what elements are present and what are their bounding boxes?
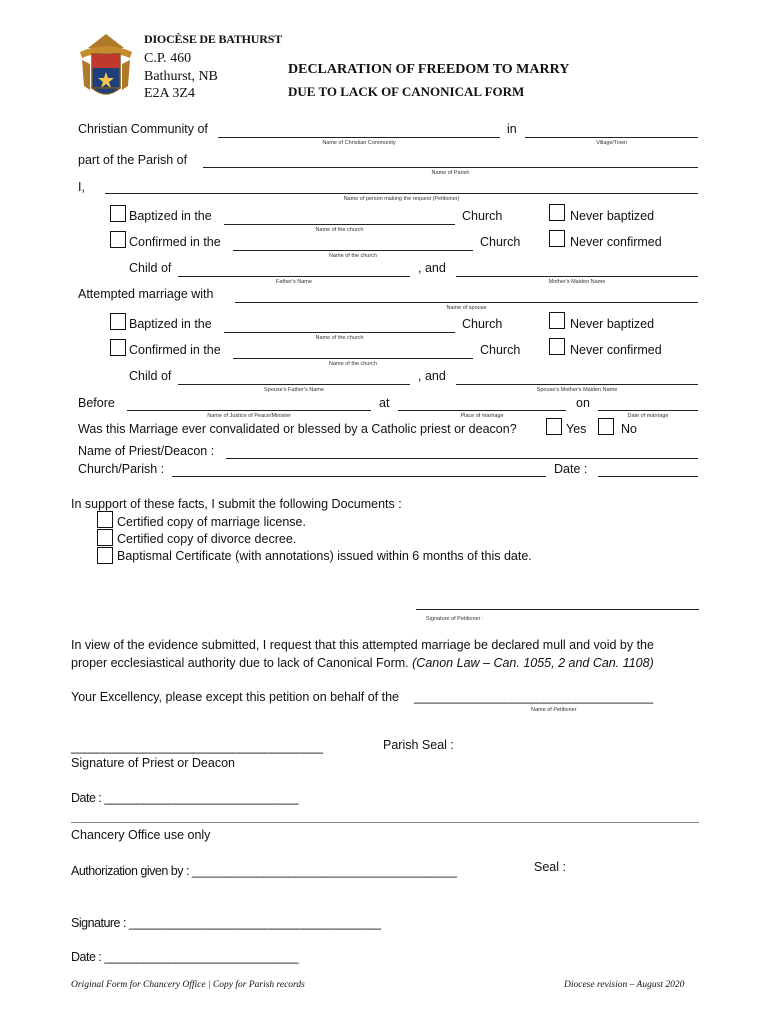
section-divider bbox=[71, 822, 699, 823]
before-label: Before bbox=[78, 396, 115, 410]
spouse-father-name-field[interactable] bbox=[178, 384, 410, 385]
field-caption: Signature of Petitioner : bbox=[426, 616, 484, 622]
no-checkbox[interactable] bbox=[598, 418, 614, 435]
diocese-crest bbox=[78, 30, 134, 102]
spouse-baptized-checkbox[interactable] bbox=[110, 313, 126, 330]
seal-label: Seal : bbox=[534, 860, 566, 874]
baptized-checkbox[interactable] bbox=[110, 205, 126, 222]
church-word: Church bbox=[462, 317, 503, 331]
address-line: Bathurst, NB bbox=[144, 68, 218, 84]
chancery-date-field[interactable]: Date : ______________________________ bbox=[71, 950, 298, 964]
no-label: No bbox=[621, 422, 637, 436]
parish-field[interactable] bbox=[203, 167, 698, 168]
yes-checkbox[interactable] bbox=[546, 418, 562, 435]
field-caption: Father's Name bbox=[276, 279, 312, 285]
child-of-label: Child of bbox=[129, 261, 172, 275]
petitioner-signature-field[interactable] bbox=[416, 609, 699, 610]
footer-left: Original Form for Chancery Office | Copy for Parish records bbox=[71, 980, 305, 990]
spouse-confirmed-checkbox[interactable] bbox=[110, 339, 126, 356]
never-baptized-checkbox[interactable] bbox=[549, 204, 565, 221]
church-parish-field[interactable] bbox=[172, 476, 546, 477]
church-word: Church bbox=[480, 235, 521, 249]
authorization-field[interactable]: Authorization given by : _________________________________________ bbox=[71, 864, 457, 878]
i-label: I, bbox=[78, 180, 85, 194]
footer-right: Diocese revision – August 2020 bbox=[564, 980, 685, 990]
field-caption: Name of person making the request (Petitioner) bbox=[343, 196, 460, 202]
and-label: , and bbox=[418, 261, 446, 275]
confirmed-label: Confirmed in the bbox=[129, 343, 221, 357]
request-text: In view of the evidence submitted, I request that this attempted marriage be declared mull and void by the bbox=[71, 638, 654, 652]
field-caption: Name of the church bbox=[329, 253, 377, 259]
baptism-church-field[interactable] bbox=[224, 224, 455, 225]
canon-law-reference: (Canon Law – Can. 1055, 2 and Can. 1108) bbox=[412, 656, 654, 670]
never-confirmed-label: Never confirmed bbox=[570, 343, 662, 357]
marriage-license-checkbox[interactable] bbox=[97, 511, 113, 528]
field-caption: Name of Petitioner bbox=[531, 707, 577, 713]
priest-name-label: Name of Priest/Deacon : bbox=[78, 444, 215, 458]
field-caption: Spouse's Mother's Maiden Name bbox=[536, 387, 618, 393]
petitioner-name-blank[interactable]: _____________________________________ bbox=[414, 690, 653, 704]
priest-name-field[interactable] bbox=[226, 458, 698, 459]
petitioner-name-field[interactable] bbox=[105, 193, 698, 194]
baptized-label: Baptized in the bbox=[129, 209, 212, 223]
field-caption: Name of spouse bbox=[446, 305, 487, 311]
request-text: proper ecclesiastical authority due to lack of Canonical Form. bbox=[71, 656, 413, 670]
officiant-field[interactable] bbox=[127, 410, 371, 411]
spouse-baptism-church-field[interactable] bbox=[224, 332, 455, 333]
yes-label: Yes bbox=[566, 422, 587, 436]
field-caption: Village/Town bbox=[596, 140, 627, 146]
child-of-label: Child of bbox=[129, 369, 172, 383]
in-label: in bbox=[507, 122, 517, 136]
field-caption: Date of marriage bbox=[627, 413, 669, 419]
priest-signature-blank[interactable]: _______________________________________ bbox=[71, 740, 323, 754]
spouse-name-field[interactable] bbox=[235, 302, 698, 303]
document-item: Baptismal Certificate (with annotations) issued within 6 months of this date. bbox=[117, 549, 532, 563]
village-field[interactable] bbox=[525, 137, 698, 138]
confirmed-label: Confirmed in the bbox=[129, 235, 221, 249]
mother-name-field[interactable] bbox=[456, 276, 698, 277]
never-confirmed-label: Never confirmed bbox=[570, 235, 662, 249]
and-label: , and bbox=[418, 369, 446, 383]
form-title: DECLARATION OF FREEDOM TO MARRY bbox=[288, 62, 570, 77]
parish-seal-label: Parish Seal : bbox=[383, 738, 454, 752]
at-label: at bbox=[379, 396, 390, 410]
address-line: E2A 3Z4 bbox=[144, 86, 195, 101]
confirmed-checkbox[interactable] bbox=[110, 231, 126, 248]
never-baptized-label: Never baptized bbox=[570, 209, 655, 223]
field-caption: Name of the church bbox=[315, 335, 364, 341]
place-of-marriage-field[interactable] bbox=[398, 410, 566, 411]
document-item: Certified copy of divorce decree. bbox=[117, 532, 297, 546]
documents-intro: In support of these facts, I submit the following Documents : bbox=[71, 497, 402, 511]
church-word: Church bbox=[480, 343, 521, 357]
never-confirmed-checkbox[interactable] bbox=[549, 230, 565, 247]
diocese-name: DIOCÈSE DE BATHURST bbox=[144, 32, 283, 46]
baptismal-certificate-checkbox[interactable] bbox=[97, 547, 113, 564]
field-caption: Name of Parish bbox=[431, 170, 470, 176]
spouse-mother-name-field[interactable] bbox=[456, 384, 698, 385]
priest-date-field[interactable]: Date : ______________________________ bbox=[71, 791, 298, 805]
never-baptized-label: Never baptized bbox=[570, 317, 655, 331]
christian-community-field[interactable] bbox=[218, 137, 500, 138]
parish-label: part of the Parish of bbox=[78, 153, 188, 167]
baptized-label: Baptized in the bbox=[129, 317, 212, 331]
chancery-title: Chancery Office use only bbox=[71, 828, 211, 842]
diocese-address bbox=[144, 50, 218, 103]
father-name-field[interactable] bbox=[178, 276, 410, 277]
field-caption: Mother's Maiden Name bbox=[548, 279, 606, 285]
field-caption: Name of Christian Community bbox=[322, 140, 396, 146]
request-text-line2 bbox=[71, 656, 654, 670]
divorce-decree-checkbox[interactable] bbox=[97, 529, 113, 546]
spouse-never-baptized-checkbox[interactable] bbox=[549, 312, 565, 329]
chancery-signature-field[interactable]: Signature : _______________________________________ bbox=[71, 916, 381, 930]
convalidation-date-field[interactable] bbox=[598, 476, 698, 477]
document-item: Certified copy of marriage license. bbox=[117, 515, 306, 529]
form-subtitle: DUE TO LACK OF CANONICAL FORM bbox=[288, 84, 525, 99]
attempted-marriage-label: Attempted marriage with bbox=[78, 287, 214, 301]
field-caption: Name of Justice of Peace/Minister bbox=[207, 413, 291, 419]
field-caption: Name of the church bbox=[315, 227, 364, 233]
field-caption: Name of the church bbox=[329, 361, 377, 367]
crest-icon bbox=[78, 30, 134, 102]
spouse-never-confirmed-checkbox[interactable] bbox=[549, 338, 565, 355]
date-of-marriage-field[interactable] bbox=[598, 410, 698, 411]
spouse-confirmation-church-field[interactable] bbox=[233, 358, 473, 359]
excellency-text: Your Excellency, please except this petition on behalf of the bbox=[71, 690, 399, 704]
convalidated-question: Was this Marriage ever convalidated or blessed by a Catholic priest or deacon? bbox=[78, 422, 517, 436]
priest-signature-label: Signature of Priest or Deacon bbox=[71, 756, 235, 770]
church-parish-label: Church/Parish : bbox=[78, 462, 165, 476]
date-label: Date : bbox=[554, 462, 588, 476]
christian-community-label: Christian Community of bbox=[78, 122, 208, 136]
church-word: Church bbox=[462, 209, 503, 223]
confirmation-church-field[interactable] bbox=[233, 250, 473, 251]
address-line: C.P. 460 bbox=[144, 51, 192, 66]
on-label: on bbox=[576, 396, 590, 410]
field-caption: Place of marriage bbox=[460, 413, 504, 419]
field-caption: Spouse's Father's Name bbox=[264, 387, 324, 393]
